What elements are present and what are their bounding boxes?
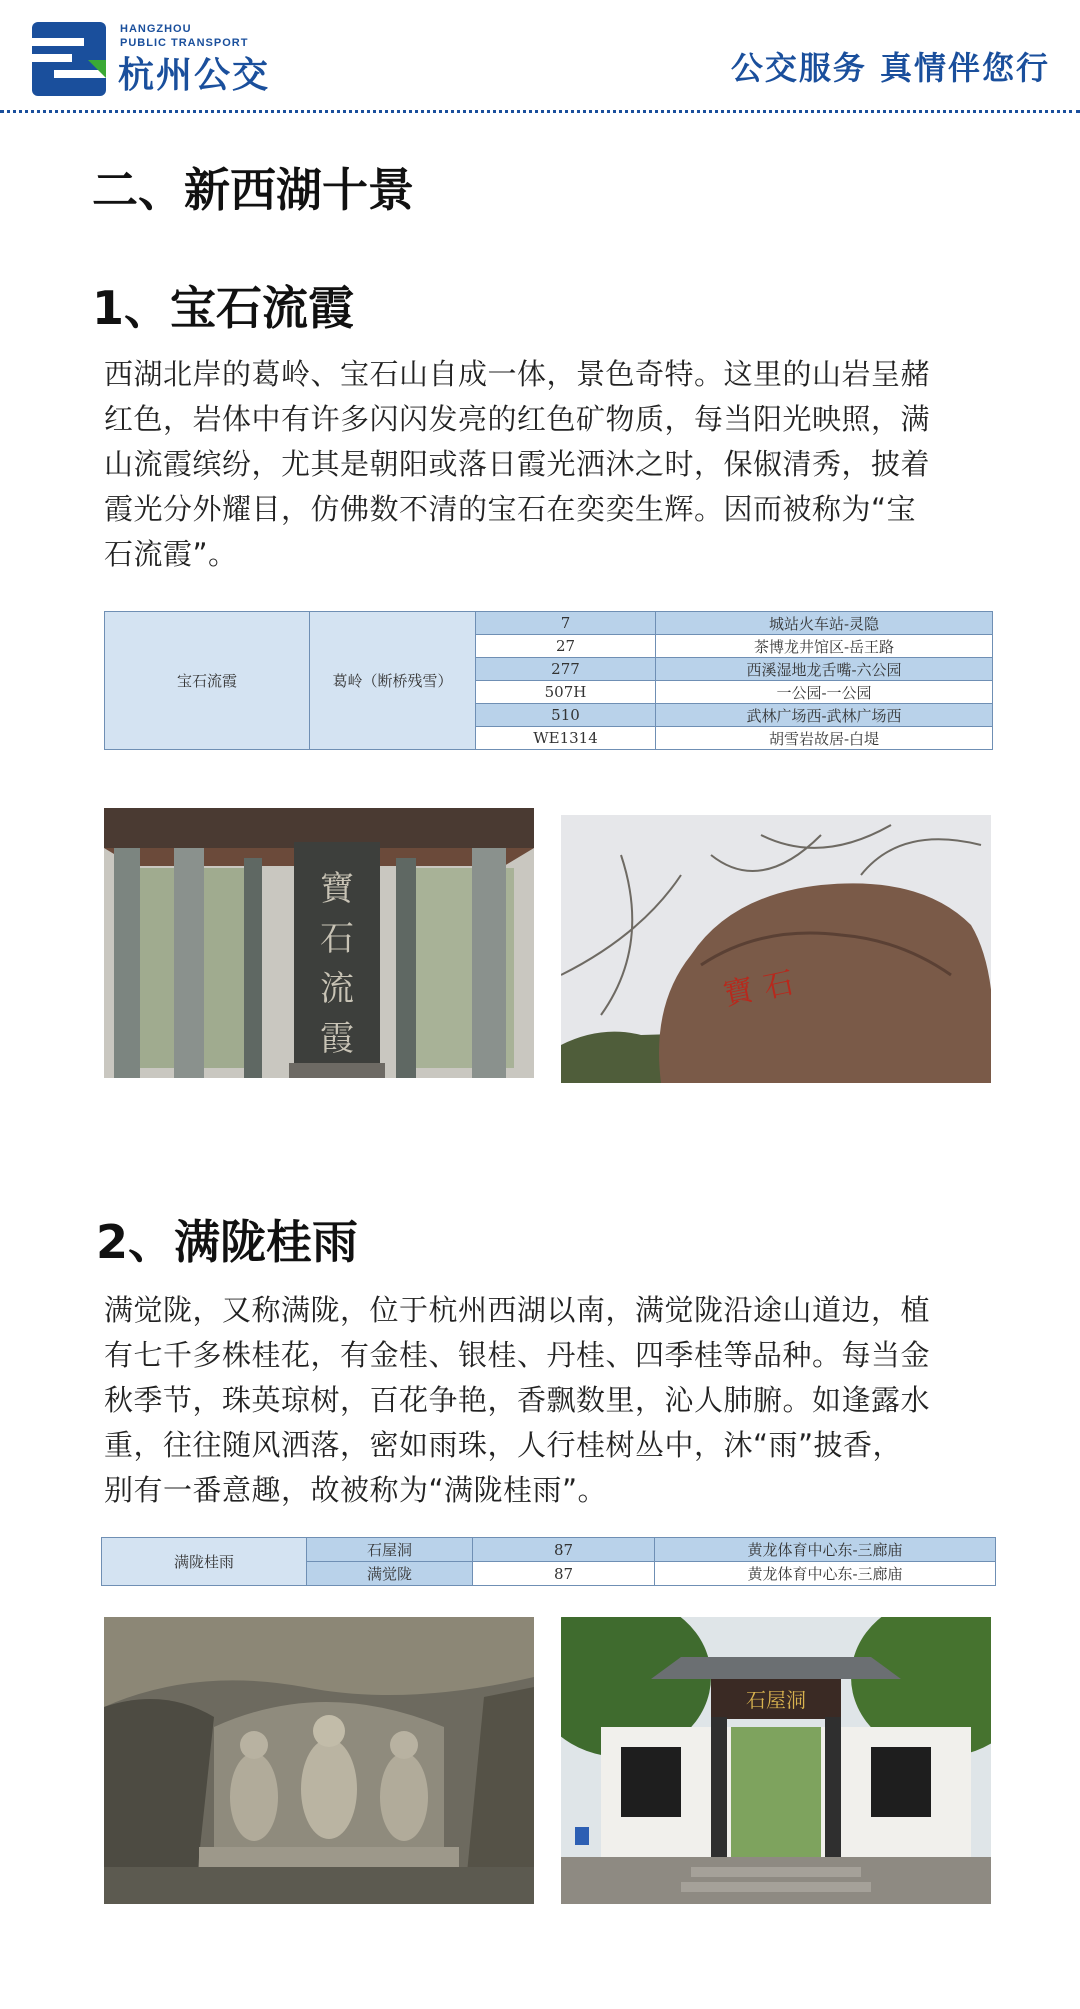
scene1-para-line: 西湖北岸的葛岭、宝石山自成一体，景色奇特。这里的山岩呈赭 [104, 357, 931, 391]
stele-text-3: 流 [320, 969, 354, 1009]
stop-name-cell: 石屋洞 [307, 1538, 473, 1562]
logo-en-line1: HANGZHOU [120, 23, 192, 35]
scene2-route-table [101, 1537, 996, 1586]
stele-text-4: 霞 [320, 1019, 354, 1059]
route-number-cell: 87 [473, 1562, 655, 1586]
section-title: 二、新西湖十景 [92, 163, 414, 217]
stop-name-cell: 葛岭（断桥残雪） [310, 612, 476, 750]
table-row [105, 612, 993, 635]
stele-text-2: 石 [320, 919, 354, 959]
route-number-cell: 510 [476, 704, 656, 727]
route-number-cell: 87 [473, 1538, 655, 1562]
engraved-rock-photo [561, 815, 991, 1083]
route-stops-cell: 黄龙体育中心东-三廊庙 [655, 1538, 996, 1562]
scene1-paragraph [104, 352, 984, 577]
page-header [0, 0, 1080, 112]
scene1-para-line: 石流霞”。 [104, 537, 238, 571]
stele-pavilion-photo [104, 808, 534, 1078]
route-stops-cell: 西溪湿地龙舌嘴-六公园 [656, 658, 993, 681]
scene2-para-line: 别有一番意趣，故被称为“满陇桂雨”。 [104, 1473, 608, 1507]
gate-plaque-text: 石屋洞 [746, 1688, 806, 1712]
route-stops-cell: 胡雪岩故居-白堤 [656, 727, 993, 750]
scene2-para-line: 秋季节，珠英琼树，百花争艳，香飘数里，沁人肺腑。如逢露水 [104, 1383, 931, 1417]
scene1-para-line: 霞光分外耀目，仿佛数不清的宝石在奕奕生辉。因而被称为“宝 [104, 492, 917, 526]
logo-chinese-text: 杭州公交 [118, 55, 271, 96]
scene2-title: 2、满陇桂雨 [96, 1215, 359, 1269]
route-stops-cell: 一公园-一公园 [656, 681, 993, 704]
route-stops-cell: 茶博龙井馆区-岳王路 [656, 635, 993, 658]
scene2-para-line: 有七千多株桂花，有金桂、银桂、丹桂、四季桂等品种。每当金 [104, 1338, 931, 1372]
route-stops-cell: 黄龙体育中心东-三廊庙 [655, 1562, 996, 1586]
scene2-paragraph [104, 1288, 984, 1513]
route-number-cell: 7 [476, 612, 656, 635]
logo-en-line2: PUBLIC TRANSPORT [120, 37, 249, 49]
scene1-para-line: 红色，岩体中有许多闪闪发亮的红色矿物质，每当阳光映照，满 [104, 402, 931, 436]
route-stops-cell: 城站火车站-灵隐 [656, 612, 993, 635]
table-row [102, 1538, 996, 1562]
header-divider [0, 110, 1080, 113]
logo-english-text [120, 22, 248, 50]
stop-name-cell: 满觉陇 [307, 1562, 473, 1586]
rock-inscription-1: 寶 [720, 972, 758, 1013]
route-number-cell: WE1314 [476, 727, 656, 750]
header-slogan: 公交服务 真情伴您行 [730, 49, 1050, 87]
hangzhou-bus-logo-icon [32, 22, 106, 96]
scene1-title: 1、宝石流霞 [92, 281, 355, 335]
scene2-para-line: 满觉陇，又称满陇，位于杭州西湖以南，满觉陇沿途山道边，植 [104, 1293, 931, 1327]
shiwu-cave-gate-photo [561, 1617, 991, 1904]
cave-buddha-photo [104, 1617, 534, 1904]
stele-text-1: 寶 [320, 869, 354, 909]
scene1-route-table [104, 611, 993, 750]
spot-name-cell: 宝石流霞 [105, 612, 310, 750]
scene1-para-line: 山流霞缤纷，尤其是朝阳或落日霞光洒沐之时，保俶清秀，披着 [104, 447, 931, 481]
route-number-cell: 277 [476, 658, 656, 681]
route-stops-cell: 武林广场西-武林广场西 [656, 704, 993, 727]
rock-inscription-2: 石 [760, 965, 798, 1006]
scene2-para-line: 重，往往随风洒落，密如雨珠，人行桂树丛中，沐“雨”披香， [104, 1428, 903, 1462]
route-number-cell: 507H [476, 681, 656, 704]
route-number-cell: 27 [476, 635, 656, 658]
spot-name-cell: 满陇桂雨 [102, 1538, 307, 1586]
